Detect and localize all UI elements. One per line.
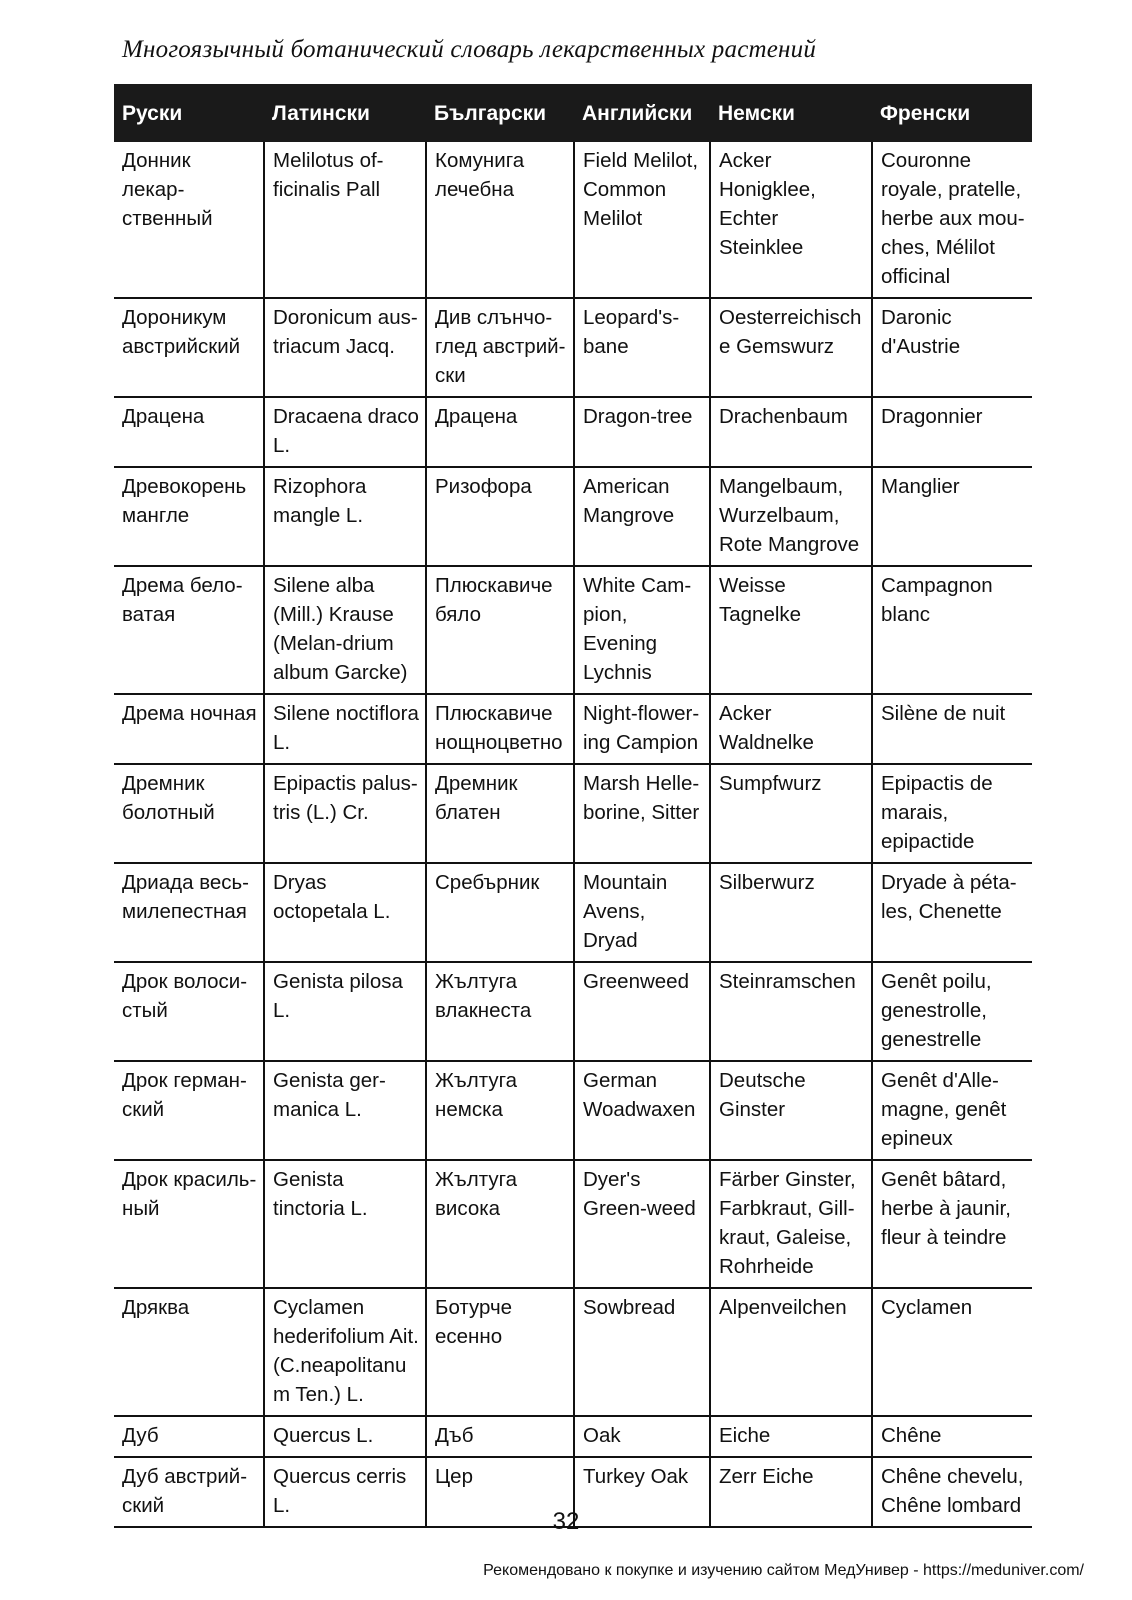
table-cell: Epipactis de marais, epipactide: [872, 764, 1032, 863]
table-cell: Turkey Oak: [574, 1457, 710, 1527]
column-header: Руски: [114, 84, 264, 142]
table-cell: Cyclamen hederifolium Ait. (C.neapolitanum Ten.) L.: [264, 1288, 426, 1416]
table-cell: Field Melilot, Common Melilot: [574, 142, 710, 298]
footer-note: Рекомендовано к покупке и изучению сайтом МедУнивер - https://meduniver.com/: [483, 1562, 1084, 1579]
table-cell: Дремник болотный: [114, 764, 264, 863]
table-cell: Doronicum aus-triacum Jacq.: [264, 298, 426, 397]
table-cell: Rizophora mangle L.: [264, 467, 426, 566]
table-cell: Дряква: [114, 1288, 264, 1416]
table-cell: Dryas octopetala L.: [264, 863, 426, 962]
column-header: Френски: [872, 84, 1032, 142]
table-cell: Melilotus of-ficinalis Pall: [264, 142, 426, 298]
dictionary-table: [114, 84, 1032, 1528]
table-row: [114, 566, 1032, 694]
table-cell: Manglier: [872, 467, 1032, 566]
table-cell: Weisse Tagnelke: [710, 566, 872, 694]
table-row: [114, 1061, 1032, 1160]
table-cell: Ризофора: [426, 467, 574, 566]
table-cell: Дъб: [426, 1416, 574, 1457]
table-cell: Дрок герман-ский: [114, 1061, 264, 1160]
table-row: [114, 298, 1032, 397]
table-cell: Дрок волоси-стый: [114, 962, 264, 1061]
table-cell: Quercus cerris L.: [264, 1457, 426, 1527]
table-row: [114, 1416, 1032, 1457]
table-cell: Deutsche Ginster: [710, 1061, 872, 1160]
table-cell: Night-flower-ing Campion: [574, 694, 710, 764]
table-cell: Драцена: [426, 397, 574, 467]
table-cell: Eiche: [710, 1416, 872, 1457]
table-cell: Dragonnier: [872, 397, 1032, 467]
page-number: 32: [552, 1508, 580, 1535]
table-cell: Chêne chevelu, Chêne lombard: [872, 1457, 1032, 1527]
table-row: [114, 1160, 1032, 1288]
table-cell: Dryade à péta-les, Chenette: [872, 863, 1032, 962]
table-cell: Genêt poilu, genestrolle, genestrelle: [872, 962, 1032, 1061]
table-row: [114, 962, 1032, 1061]
table-cell: Сребърник: [426, 863, 574, 962]
table-header-row: [114, 84, 1032, 142]
table-cell: Genista tinctoria L.: [264, 1160, 426, 1288]
table-cell: Oak: [574, 1416, 710, 1457]
table-cell: Ботурче есенно: [426, 1288, 574, 1416]
table-cell: Жълтуга висока: [426, 1160, 574, 1288]
table-row: [114, 142, 1032, 298]
table-cell: Sowbread: [574, 1288, 710, 1416]
table-row: [114, 467, 1032, 566]
table-cell: Couronne royale, pratelle, herbe aux mou-ches, Mélilot officinal: [872, 142, 1032, 298]
table-cell: Silène de nuit: [872, 694, 1032, 764]
table-body: [114, 142, 1032, 1527]
table-cell: American Mangrove: [574, 467, 710, 566]
table-cell: White Cam-pion, Evening Lychnis: [574, 566, 710, 694]
table-cell: Плюскавиче нощноцветно: [426, 694, 574, 764]
table-cell: Alpenveilchen: [710, 1288, 872, 1416]
table-cell: Greenweed: [574, 962, 710, 1061]
table-cell: Marsh Helle-borine, Sitter: [574, 764, 710, 863]
table-row: [114, 397, 1032, 467]
table-cell: Комунига лечебна: [426, 142, 574, 298]
table-cell: Древокорень мангле: [114, 467, 264, 566]
table-cell: Genêt bâtard, herbe à jaunir, fleur à teindre: [872, 1160, 1032, 1288]
table-cell: Silene alba (Mill.) Krause (Melan-drium album Garcke): [264, 566, 426, 694]
table-cell: Campagnon blanc: [872, 566, 1032, 694]
column-header: Латински: [264, 84, 426, 142]
column-header: Български: [426, 84, 574, 142]
table-cell: Oesterreichische Gemswurz: [710, 298, 872, 397]
table-cell: Донник лекар-ственный: [114, 142, 264, 298]
table-cell: Дремник блатен: [426, 764, 574, 863]
table-cell: Cyclamen: [872, 1288, 1032, 1416]
table-cell: Silene noctiflora L.: [264, 694, 426, 764]
table-cell: Dragon-tree: [574, 397, 710, 467]
table-cell: Mountain Avens, Dryad: [574, 863, 710, 962]
table-row: [114, 694, 1032, 764]
table-cell: Dracaena draco L.: [264, 397, 426, 467]
table-cell: Chêne: [872, 1416, 1032, 1457]
table-cell: Жълтуга влакнеста: [426, 962, 574, 1061]
table-cell: Дрема ночная: [114, 694, 264, 764]
table-cell: Daronic d'Austrie: [872, 298, 1032, 397]
table-cell: Драцена: [114, 397, 264, 467]
table-cell: Leopard's-bane: [574, 298, 710, 397]
table-cell: Steinramschen: [710, 962, 872, 1061]
table-cell: Silberwurz: [710, 863, 872, 962]
table-cell: Dyer's Green-weed: [574, 1160, 710, 1288]
table-cell: Дриада весь-милепестная: [114, 863, 264, 962]
table-cell: Плюскавиче бяло: [426, 566, 574, 694]
table-cell: Zerr Eiche: [710, 1457, 872, 1527]
table-cell: Sumpfwurz: [710, 764, 872, 863]
table-cell: Mangelbaum, Wurzelbaum, Rote Mangrove: [710, 467, 872, 566]
table-cell: Дрок красиль-ный: [114, 1160, 264, 1288]
table-cell: Genêt d'Alle-magne, genêt epineux: [872, 1061, 1032, 1160]
table-cell: Acker Waldnelke: [710, 694, 872, 764]
table-cell: Див слънчо-глед австрий-ски: [426, 298, 574, 397]
table-cell: Жълтуга немска: [426, 1061, 574, 1160]
table-cell: German Woadwaxen: [574, 1061, 710, 1160]
column-header: Английски: [574, 84, 710, 142]
table-row: [114, 1288, 1032, 1416]
table-cell: Drachenbaum: [710, 397, 872, 467]
table-row: [114, 764, 1032, 863]
table-row: [114, 863, 1032, 962]
table-cell: Дороникум австрийский: [114, 298, 264, 397]
table-cell: Дрема бело-ватая: [114, 566, 264, 694]
table-cell: Цер: [426, 1457, 574, 1527]
column-header: Немски: [710, 84, 872, 142]
table-cell: Дуб: [114, 1416, 264, 1457]
table-cell: Дуб австрий-ский: [114, 1457, 264, 1527]
table-cell: Quercus L.: [264, 1416, 426, 1457]
table-cell: Acker Honigklee, Echter Steinklee: [710, 142, 872, 298]
table-cell: Genista ger-manica L.: [264, 1061, 426, 1160]
table-cell: Epipactis palus-tris (L.) Cr.: [264, 764, 426, 863]
page-header: Многоязычный ботанический словарь лекарственных растений: [122, 36, 817, 63]
table-cell: Genista pilosa L.: [264, 962, 426, 1061]
table-cell: Färber Ginster, Farbkraut, Gill-kraut, Galeise, Rohrheide: [710, 1160, 872, 1288]
